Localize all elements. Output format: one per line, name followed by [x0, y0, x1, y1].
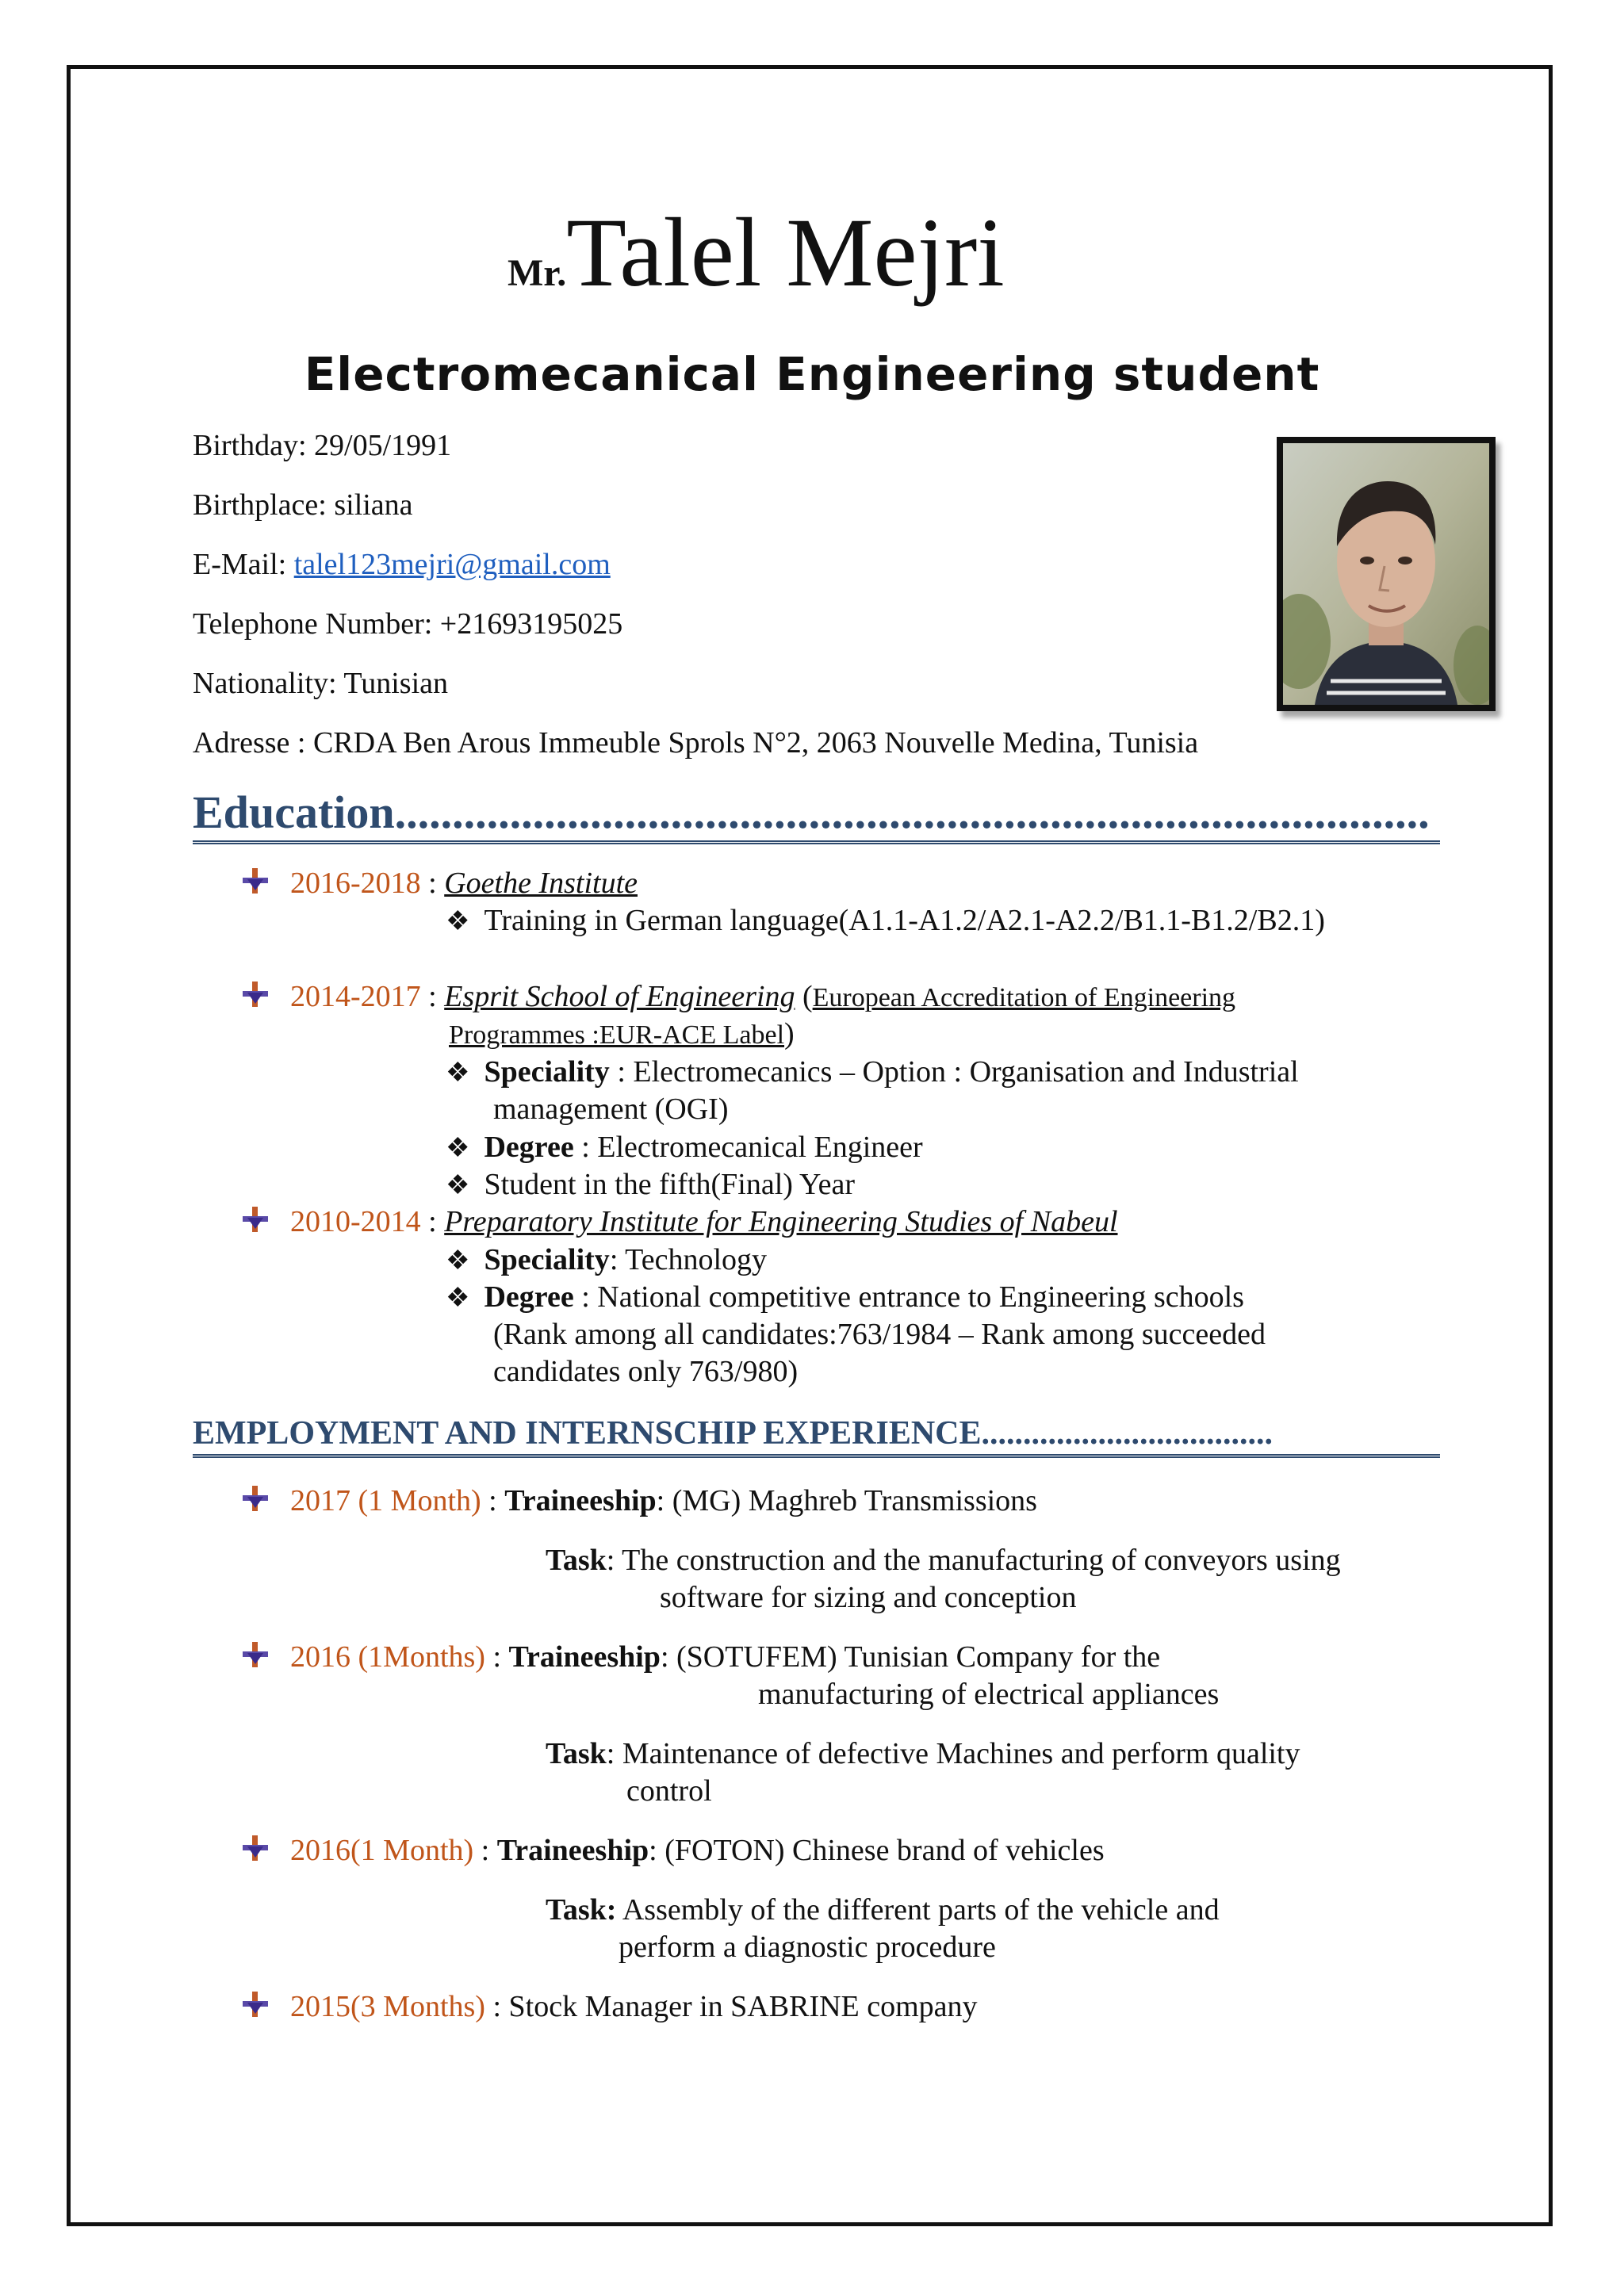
education-item-esprit: 2014-2017 : Esprit School of Engineering (European Accreditation of Engineering — [290, 980, 1236, 1013]
diamond-bullet-icon: ❖ — [446, 1058, 470, 1088]
arrow-bullet-icon — [241, 980, 270, 1008]
employment-heading-dots: ................................... — [981, 1415, 1274, 1452]
birthplace-row — [193, 488, 413, 522]
edu-bullet: ❖ Degree : National competitive entrance to Engineering schools — [446, 1280, 1244, 1314]
birthday-value: 29/05/1991 — [314, 429, 452, 462]
arrow-bullet-icon — [241, 1990, 270, 2019]
edu-dates: 2010-2014 — [290, 1205, 421, 1238]
birthplace-label: Birthplace: — [193, 488, 327, 522]
address-value: CRDA Ben Arous Immeuble Sprols N°2, 2063 Nouvelle Medina, Tunisia — [312, 726, 1199, 760]
diamond-bullet-icon: ❖ — [446, 1246, 470, 1276]
birthday-label: Birthday: — [193, 429, 307, 462]
arrow-bullet-icon — [241, 1205, 270, 1234]
education-item-goethe: 2016-2018 : Goethe Institute — [290, 867, 638, 900]
employment-company-continued: manufacturing of electrical appliances — [758, 1678, 1220, 1711]
education-heading-dots: .......................................................................................... — [394, 786, 1430, 838]
edu-dates: 2014-2017 — [290, 980, 421, 1013]
arrow-bullet-icon — [241, 1640, 270, 1669]
employment-heading — [193, 1413, 1440, 1458]
employment-task: Task: The construction and the manufacturing of conveyors using — [546, 1544, 1341, 1577]
address-label: Adresse : — [193, 726, 306, 760]
phone-value: +21693195025 — [439, 607, 623, 641]
diamond-bullet-icon: ❖ — [446, 1284, 470, 1313]
edu-bullet-continued: candidates only 763/980) — [493, 1355, 799, 1388]
edu-bullet-continued: management (OGI) — [493, 1093, 729, 1126]
email-row — [193, 547, 611, 582]
employment-item-mg: 2017 (1 Month) : Traineeship: (MG) Maghreb Transmissions — [290, 1484, 1037, 1517]
name-text: Talel Mejri — [566, 198, 1005, 307]
edu-bullet-continued: (Rank among all candidates:763/1984 – Rank among succeeded — [493, 1318, 1266, 1351]
edu-bullet: ❖ Speciality: Technology — [446, 1243, 768, 1276]
edu-note: European Accreditation of Engineering — [812, 983, 1236, 1012]
nationality-value: Tunisian — [343, 667, 449, 700]
employment-item-sotufem: 2016 (1Months) : Traineeship: (SOTUFEM) Tunisian Company for the — [290, 1640, 1161, 1674]
edu-dates: 2016-2018 — [290, 867, 421, 900]
cv-title: Electromecanical Engineering student — [304, 347, 1320, 401]
birthday-row — [193, 428, 451, 463]
employment-item-foton: 2016(1 Month) : Traineeship: (FOTON) Chinese brand of vehicles — [290, 1834, 1105, 1867]
diamond-bullet-icon: ❖ — [446, 1134, 470, 1163]
edu-bullet: ❖ Degree : Electromecanical Engineer — [446, 1131, 923, 1164]
edu-institution: Goethe Institute — [444, 867, 638, 900]
employment-task: Task: Assembly of the different parts of the vehicle and — [546, 1893, 1220, 1927]
name-prefix: Mr. — [508, 252, 567, 294]
diamond-bullet-icon: ❖ — [446, 1171, 470, 1200]
email-link[interactable]: talel123mejri@gmail.com — [293, 548, 611, 581]
portrait-image — [1283, 443, 1489, 705]
profile-photo — [1277, 437, 1496, 711]
education-item-ipein: 2010-2014 : Preparatory Institute for Engineering Studies of Nabeul — [290, 1205, 1118, 1238]
arrow-bullet-icon — [241, 1834, 270, 1862]
arrow-bullet-icon — [241, 867, 270, 895]
edu-institution: Esprit School of Engineering — [444, 980, 795, 1013]
employment-task-continued: control — [626, 1774, 712, 1808]
education-heading — [193, 785, 1440, 844]
employment-task-continued: software for sizing and conception — [660, 1581, 1077, 1614]
phone-row — [193, 607, 622, 641]
employment-heading-text: EMPLOYMENT AND INTERNSCHIP EXPERIENCE — [193, 1415, 982, 1452]
birthplace-value: siliana — [334, 488, 413, 522]
nationality-row — [193, 666, 448, 701]
edu-institution: Preparatory Institute for Engineering Studies of Nabeul — [444, 1205, 1118, 1238]
email-label: E-Mail: — [193, 548, 287, 581]
edu-note-line2: Programmes :EUR-ACE Label) — [449, 1017, 795, 1050]
edu-bullet: ❖ Student in the fifth(Final) Year — [446, 1168, 856, 1201]
employment-item-sabrine: 2015(3 Months) : Stock Manager in SABRINE company — [290, 1990, 978, 2023]
nationality-label: Nationality: — [193, 667, 337, 700]
employment-task: Task: Maintenance of defective Machines and perform quality — [546, 1737, 1300, 1770]
edu-bullet: ❖ Speciality : Electromecanics – Option : Organisation and Industrial — [446, 1055, 1299, 1089]
education-heading-text: Education — [193, 786, 395, 838]
candidate-name — [508, 197, 1005, 308]
diamond-bullet-icon: ❖ — [446, 907, 470, 936]
edu-bullet: ❖ Training in German language(A1.1-A1.2/A2.1-A2.2/B1.1-B1.2/B2.1) — [446, 904, 1325, 937]
phone-label: Telephone Number: — [193, 607, 433, 641]
address-row — [193, 725, 1198, 760]
arrow-bullet-icon — [241, 1484, 270, 1513]
employment-task-continued: perform a diagnostic procedure — [619, 1931, 996, 1964]
